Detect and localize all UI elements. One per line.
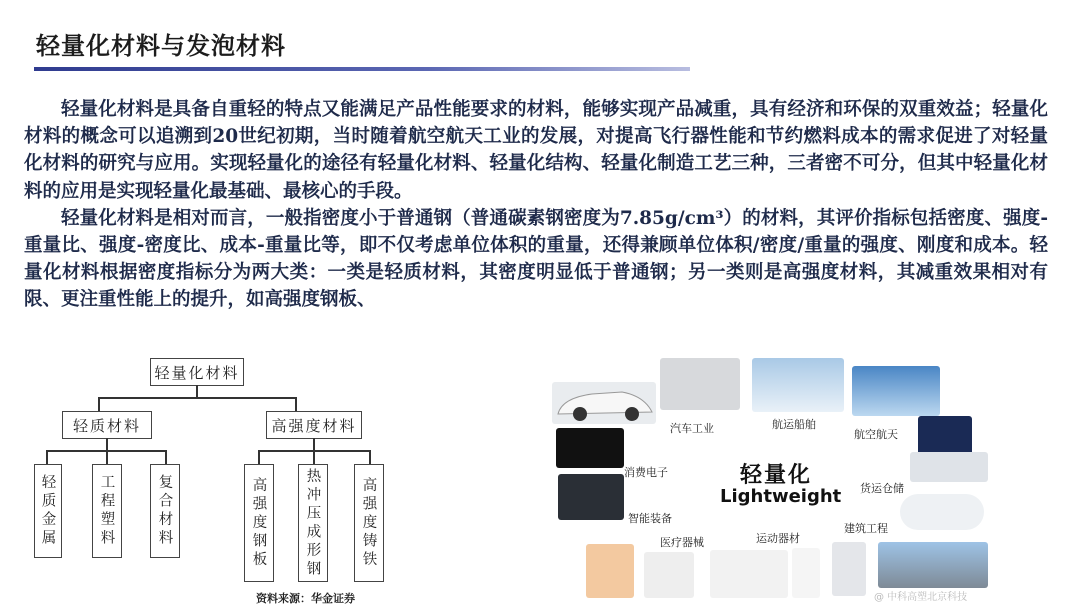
chart-group-strong: 高强度材料: [266, 411, 362, 439]
label-auto: 汽车工业: [670, 422, 714, 435]
label-electronics: 消费电子: [624, 466, 668, 479]
label-sports: 运动器材: [756, 532, 800, 545]
watermark: @ 中科高塑北京科技: [874, 592, 968, 603]
airplane-image: [852, 366, 940, 416]
tank-image: [900, 494, 984, 530]
chart-group-light: 轻质材料: [62, 411, 152, 439]
label-smart-equip: 智能装备: [628, 512, 672, 525]
label-aero: 航空航天: [854, 428, 898, 441]
car-frame-image: [660, 358, 740, 410]
ship-image: [752, 358, 844, 412]
chart-leaf-hs-cast-iron: 高强度铸铁: [354, 464, 384, 582]
center-title-en: Lightweight: [720, 486, 842, 507]
chart-leaf-engineering-plastic: 工程塑料: [92, 464, 122, 558]
phone-image: [556, 428, 624, 468]
paragraph-2: 轻量化材料是相对而言，一般指密度小于普通钢（普通碳素钢密度为7.85g/cm³）的材料，其评价指标包括密度、强度-重量比、强度-密度比、成本-重量比等，即不仅考虑单位体积的重量，还得兼顾单位体积/密度/重量的强度、刚度和成本。轻量化材料根据密度指标分为两大类：一类是轻质材料，其密度明显低于普通钢；另一类则是高强度材料，其减重效果相对有限、更注重性能上的提升，如高强度钢板、: [24, 207, 1048, 311]
source-note: 资料来源：华金证券: [256, 592, 355, 605]
chart-leaf-composite: 复合材料: [150, 464, 180, 558]
org-chart: [30, 358, 410, 588]
luggage-image: [832, 542, 866, 596]
chart-leaf-light-metal: 轻质金属: [34, 464, 62, 558]
wheelchair-image: [644, 552, 694, 598]
title-underline: [34, 67, 690, 71]
robot-arm-image: [586, 544, 634, 598]
chart-root: 轻量化材料: [150, 358, 244, 386]
building-image: [878, 542, 988, 588]
label-ship: 航运船舶: [772, 418, 816, 431]
lightweight-collage: [548, 352, 1048, 602]
label-logistics: 货运仓储: [860, 482, 904, 495]
laptop-image: [558, 474, 624, 520]
page-title: 轻量化材料与发泡材料: [36, 32, 286, 60]
car-image: [552, 382, 656, 424]
bicycle-image: [710, 550, 788, 598]
chart-leaf-hss-plate: 高强度钢板: [244, 464, 274, 582]
label-construction: 建筑工程: [844, 522, 888, 535]
label-medical: 医疗器械: [660, 536, 704, 549]
racket-image: [792, 548, 820, 598]
center-title-cn: 轻量化: [740, 463, 813, 488]
truck-image: [910, 452, 988, 482]
chart-leaf-hot-stamping: 热冲压成形钢: [298, 464, 328, 582]
paragraph-1: 轻量化材料是具备自重轻的特点又能满足产品性能要求的材料，能够实现产品减重，具有经济和环保的双重效益；轻量化材料的概念可以追溯到20世纪初期，当时随着航空航天工业的发展，对提高飞行器性能和节约燃料成本的需求促进了对轻量化材料的研究与应用。实现轻量化的途径有轻量化材料、轻量化结构、轻量化制造工艺三种，三者密不可分，但其中轻量化材料的应用是实现轻量化最基础、最核心的手段。: [24, 99, 1048, 202]
body-text: [24, 96, 1048, 346]
